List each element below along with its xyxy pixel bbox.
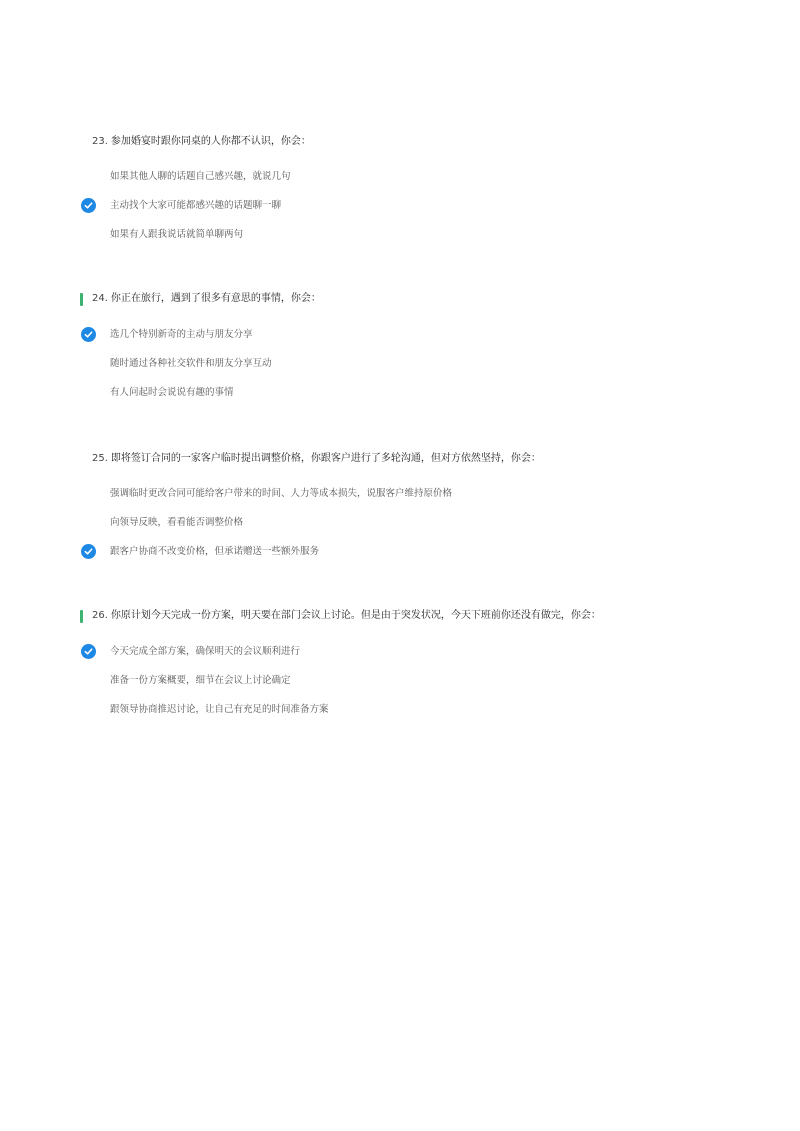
option[interactable]: 准备一份方案概要，细节在会议上讨论确定 [110,675,291,686]
question-title: 24. 你正在旅行，遇到了很多有意思的事情，你会： [92,293,321,304]
option-selected[interactable]: 跟客户协商不改变价格，但承诺赠送一些额外服务 [110,545,319,559]
option[interactable]: 强调临时更改合同可能给客户带来的时间、人力等成本损失，说服客户维持原价格 [110,488,453,499]
option[interactable]: 跟领导协商推迟讨论，让自己有充足的时间准备方案 [110,704,329,715]
checkmark-circle-icon [81,544,96,559]
bookmark-bar [80,610,83,623]
question-title: 23. 参加婚宴时跟你同桌的人你都不认识，你会： [92,136,311,147]
question-title: 25. 即将签订合同的一家客户临时提出调整价格，你跟客户进行了多轮沟通，但对方依然坚持，你会： [92,453,541,464]
bookmark-bar [80,293,83,306]
question-title: 26. 你原计划今天完成一份方案，明天要在部门会议上讨论。但是由于突发状况，今天下班前你还没有做完，你会： [92,610,601,621]
option[interactable]: 如果有人跟我说话就简单聊两句 [110,229,244,240]
option[interactable]: 有人问起时会说说有趣的事情 [110,387,234,398]
option-selected[interactable]: 主动找个大家可能都感兴趣的话题聊一聊 [110,199,281,213]
option[interactable]: 如果其他人聊的话题自己感兴趣，就说几句 [110,171,291,182]
checkmark-circle-icon [81,198,96,213]
option[interactable]: 向领导反映，看看能否调整价格 [110,517,244,528]
option[interactable]: 随时通过各种社交软件和朋友分享互动 [110,358,272,369]
option-selected[interactable]: 选几个特别新奇的主动与朋友分享 [110,328,253,342]
checkmark-circle-icon [81,327,96,342]
option-selected[interactable]: 今天完成全部方案，确保明天的会议顺利进行 [110,645,300,659]
checkmark-circle-icon [81,644,96,659]
